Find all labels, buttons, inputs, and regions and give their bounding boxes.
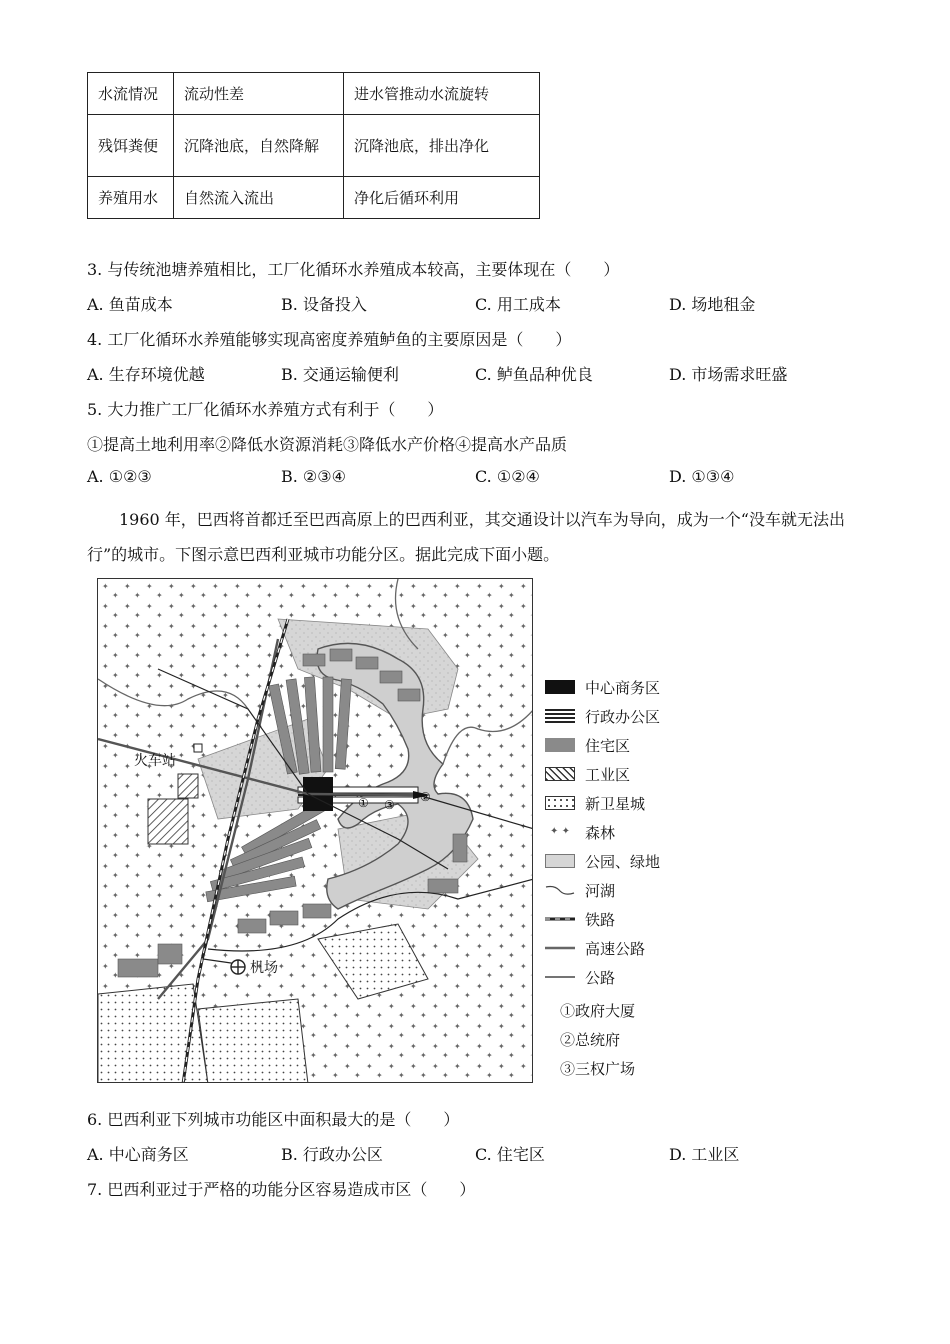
park-swatch [545,854,575,868]
legend-label: 铁路 [585,910,616,929]
residential-swatch [545,738,575,752]
legend-note: ①政府大厦 [560,1001,636,1020]
row-label: 水流情况 [88,73,174,115]
legend-label: 住宅区 [585,736,631,755]
option-a[interactable]: A. 鱼苗成本 [87,295,173,314]
option-b[interactable]: B. 交通运输便利 [281,365,399,384]
legend-label: 森林 [585,823,616,842]
question-4-stem: 4. 工厂化循环水养殖能够实现高密度养殖鲈鱼的主要原因是（ ） [87,330,572,349]
option-d[interactable]: D. 市场需求旺盛 [669,365,788,384]
station-icon [194,744,202,752]
legend-forest [545,821,615,843]
option-c[interactable]: C. 用工成本 [475,295,561,314]
legend-admin [545,705,660,727]
legend-river [545,879,615,901]
option-b[interactable]: B. 行政办公区 [281,1145,383,1164]
traditional-cell: 自然流入流出 [174,177,344,219]
question-6-stem: 6. 巴西利亚下列城市功能区中面积最大的是（ ） [87,1110,460,1129]
forest-swatch: ✦ ✦ [550,826,570,837]
table-row [88,115,540,177]
factory-cell: 净化后循环利用 [344,177,540,219]
comparison-table [87,72,540,219]
question-3-stem: 3. 与传统池塘养殖相比，工厂化循环水养殖成本较高，主要体现在（ ） [87,260,620,279]
marker-1-label: ① [358,796,369,810]
legend-label: 高速公路 [585,939,646,958]
legend-label: 公园、绿地 [585,852,661,871]
marker-3-label: ③ [384,798,395,812]
legend-road [545,966,615,988]
legend-label: 河湖 [585,881,616,900]
legend-label: 新卫星城 [585,794,646,813]
legend-note: ②总统府 [560,1030,621,1049]
road-swatch [545,970,575,984]
option-a[interactable]: A. 中心商务区 [87,1145,189,1164]
station-label: 火车站 [134,753,176,769]
legend-park [545,850,660,872]
question-5-statements: ①提高土地利用率②降低水资源消耗③降低水产价格④提高水产品质 [87,435,568,454]
legend-cbd [545,676,660,698]
table-row [88,73,540,115]
traditional-cell: 沉降池底，自然降解 [174,115,344,177]
legend-railway [545,908,615,930]
satellite-town [198,999,308,1083]
railway-swatch [545,912,575,926]
legend-label: 公路 [585,968,616,987]
row-label: 残饵粪便 [88,115,174,177]
question-5-stem: 5. 大力推广工厂化循环水养殖方式有利于（ ） [87,400,444,419]
legend-satellite [545,792,645,814]
option-d[interactable]: D. ①③④ [669,467,735,486]
industrial-swatch [545,767,575,781]
legend-industrial [545,763,630,785]
highway-swatch [545,941,575,955]
traditional-cell: 流动性差 [174,73,344,115]
marker-2-label: ② [420,790,431,804]
option-b[interactable]: B. ②③④ [281,467,346,486]
cbd-swatch [545,680,575,694]
airport-label: 机场 [250,960,278,976]
legend-label: 行政办公区 [585,707,661,726]
industrial-zone [178,774,198,798]
factory-cell: 沉降池底，排出净化 [344,115,540,177]
option-d[interactable]: D. 场地租金 [669,295,756,314]
factory-cell: 进水管推动水流旋转 [344,73,540,115]
admin-swatch [545,709,575,723]
legend-highway [545,937,645,959]
passage: 1960 年，巴西将首都迁至巴西高原上的巴西利亚，其交通设计以汽车为导向，成为一个“没车就无法出行”的城市。下图示意巴西利亚城市功能分区。据此完成下面小题。 [87,510,845,564]
legend-label: 工业区 [585,765,631,784]
option-d[interactable]: D. 工业区 [669,1145,740,1164]
question-7-stem: 7. 巴西利亚过于严格的功能分区容易造成市区（ ） [87,1180,476,1199]
option-a[interactable]: A. 生存环境优越 [87,365,205,384]
airport-icon [231,960,245,974]
legend-residential [545,734,630,756]
option-b[interactable]: B. 设备投入 [281,295,367,314]
river-swatch [545,883,575,897]
option-c[interactable]: C. ①②④ [475,467,540,486]
option-c[interactable]: C. 鲈鱼品种优良 [475,365,593,384]
option-c[interactable]: C. 住宅区 [475,1145,545,1164]
legend-note: ③三权广场 [560,1059,636,1078]
table-row [88,177,540,219]
satellite-swatch [545,796,575,810]
map-drawing [98,579,533,1083]
row-label: 养殖用水 [88,177,174,219]
city-map [97,578,533,1083]
option-a[interactable]: A. ①②③ [87,467,152,486]
legend-label: 中心商务区 [585,678,661,697]
industrial-zone [148,799,188,844]
